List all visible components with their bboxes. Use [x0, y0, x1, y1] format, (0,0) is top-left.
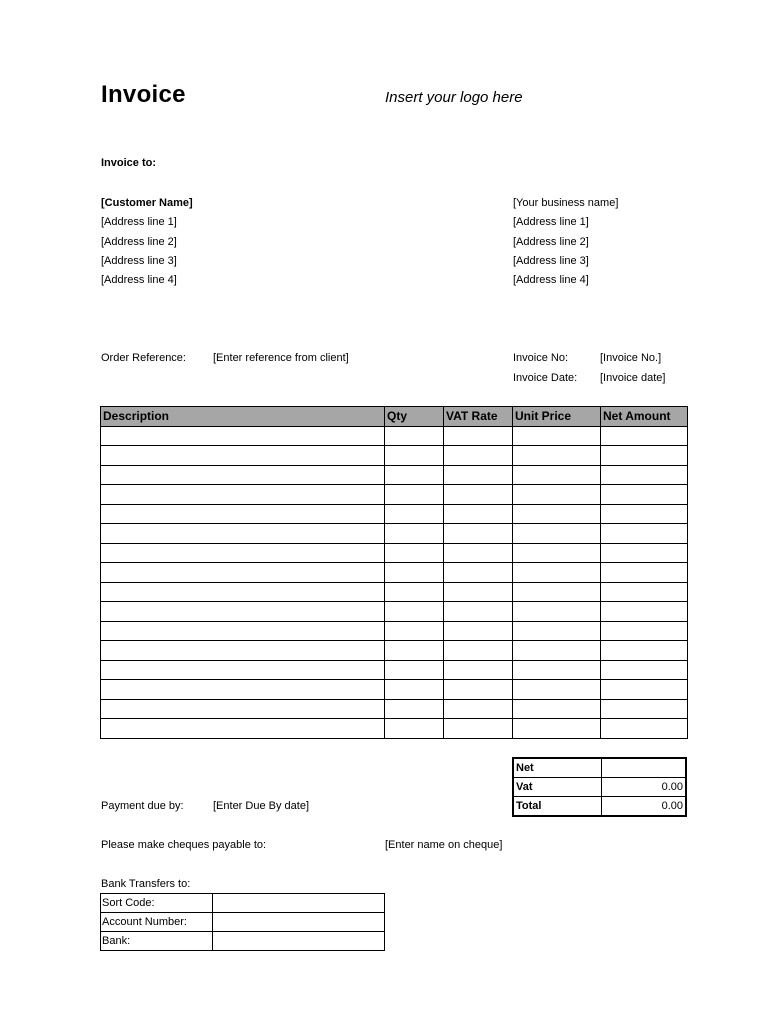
- qty-cell[interactable]: [385, 582, 444, 602]
- line-item-row: [101, 719, 688, 739]
- vat-rate-cell[interactable]: [444, 465, 513, 485]
- description-cell[interactable]: [101, 602, 385, 622]
- line-item-row: [101, 660, 688, 680]
- cheque-payable-label: Please make cheques payable to:: [101, 839, 267, 851]
- line-items-table: [100, 406, 688, 739]
- description-cell[interactable]: [101, 719, 385, 739]
- order-reference-value[interactable]: [Enter reference from client]: [213, 352, 349, 364]
- description-cell[interactable]: [101, 524, 385, 544]
- net-amount-cell[interactable]: [601, 699, 688, 719]
- net-amount-cell[interactable]: [601, 621, 688, 641]
- line-item-row: [101, 563, 688, 583]
- line-item-row: [101, 446, 688, 466]
- description-cell[interactable]: [101, 426, 385, 446]
- business-address-line-4[interactable]: [Address line 4]: [513, 274, 589, 286]
- vat-rate-cell[interactable]: [444, 621, 513, 641]
- description-cell[interactable]: [101, 504, 385, 524]
- qty-cell[interactable]: [385, 485, 444, 505]
- vat-rate-cell[interactable]: [444, 660, 513, 680]
- description-cell[interactable]: [101, 680, 385, 700]
- cheque-payable-value[interactable]: [Enter name on cheque]: [385, 839, 503, 851]
- invoice-to-label: Invoice to:: [101, 157, 157, 169]
- business-address-line-3[interactable]: [Address line 3]: [513, 255, 589, 267]
- net-amount-cell[interactable]: [601, 641, 688, 661]
- unit-price-column-header: Unit Price: [513, 407, 601, 427]
- bank-row: [101, 932, 385, 951]
- net-amount-cell[interactable]: [601, 602, 688, 622]
- description-column-header: Description: [101, 407, 385, 427]
- unit-price-cell[interactable]: [513, 426, 601, 446]
- net-amount-cell[interactable]: [601, 680, 688, 700]
- customer-address-line-4[interactable]: [Address line 4]: [101, 274, 177, 286]
- line-item-row: [101, 426, 688, 446]
- invoice-date-value[interactable]: [Invoice date]: [600, 372, 666, 384]
- vat-rate-cell[interactable]: [444, 680, 513, 700]
- business-address-line-2[interactable]: [Address line 2]: [513, 236, 589, 248]
- unit-price-cell[interactable]: [513, 465, 601, 485]
- net-amount-cell[interactable]: [601, 446, 688, 466]
- account-number-label: Account Number:: [101, 913, 213, 932]
- customer-address-line-1[interactable]: [Address line 1]: [101, 216, 177, 228]
- description-cell[interactable]: [101, 582, 385, 602]
- logo-placeholder[interactable]: Insert your logo here: [385, 89, 523, 106]
- invoice-no-value[interactable]: [Invoice No.]: [600, 352, 662, 364]
- customer-address-line-2[interactable]: [Address line 2]: [101, 236, 177, 248]
- bank-details-table: [100, 893, 385, 951]
- sort-code-row: [101, 894, 385, 913]
- unit-price-cell[interactable]: [513, 621, 601, 641]
- qty-cell[interactable]: [385, 465, 444, 485]
- qty-cell[interactable]: [385, 680, 444, 700]
- qty-cell[interactable]: [385, 426, 444, 446]
- vat-rate-cell[interactable]: [444, 699, 513, 719]
- unit-price-cell[interactable]: [513, 485, 601, 505]
- qty-cell[interactable]: [385, 524, 444, 544]
- invoice-date-label: Invoice Date:: [513, 372, 578, 384]
- bank-field[interactable]: [213, 932, 385, 951]
- unit-price-cell[interactable]: [513, 446, 601, 466]
- line-item-row: [101, 504, 688, 524]
- unit-price-cell[interactable]: [513, 699, 601, 719]
- net-label: Net: [513, 758, 602, 778]
- vat-rate-cell[interactable]: [444, 563, 513, 583]
- vat-rate-cell[interactable]: [444, 641, 513, 661]
- invoice-title: Invoice: [101, 81, 186, 108]
- payment-due-label: Payment due by:: [101, 800, 184, 812]
- totals-net-row: [513, 758, 686, 778]
- qty-cell[interactable]: [385, 719, 444, 739]
- unit-price-cell[interactable]: [513, 524, 601, 544]
- description-cell[interactable]: [101, 660, 385, 680]
- line-item-row: [101, 582, 688, 602]
- description-cell[interactable]: [101, 446, 385, 466]
- bank-label: Bank:: [101, 932, 213, 951]
- net-amount-column-header: Net Amount: [601, 407, 688, 427]
- description-cell[interactable]: [101, 699, 385, 719]
- vat-rate-cell[interactable]: [444, 582, 513, 602]
- vat-rate-cell[interactable]: [444, 485, 513, 505]
- unit-price-cell[interactable]: [513, 719, 601, 739]
- unit-price-cell[interactable]: [513, 504, 601, 524]
- line-item-row: [101, 680, 688, 700]
- qty-cell[interactable]: [385, 563, 444, 583]
- unit-price-cell[interactable]: [513, 641, 601, 661]
- vat-label: Vat: [513, 778, 602, 797]
- line-item-row: [101, 641, 688, 661]
- vat-rate-cell[interactable]: [444, 602, 513, 622]
- totals-total-row: [513, 797, 686, 817]
- description-cell[interactable]: [101, 563, 385, 583]
- net-value[interactable]: [602, 758, 687, 778]
- vat-rate-cell[interactable]: [444, 719, 513, 739]
- description-cell[interactable]: [101, 641, 385, 661]
- qty-cell[interactable]: [385, 660, 444, 680]
- payment-due-value[interactable]: [Enter Due By date]: [213, 800, 309, 812]
- line-item-row: [101, 485, 688, 505]
- net-amount-cell[interactable]: [601, 660, 688, 680]
- line-items-header-row: [101, 407, 688, 427]
- unit-price-cell[interactable]: [513, 582, 601, 602]
- qty-cell[interactable]: [385, 446, 444, 466]
- account-number-row: [101, 913, 385, 932]
- qty-column-header: Qty: [385, 407, 444, 427]
- unit-price-cell[interactable]: [513, 660, 601, 680]
- invoice-no-label: Invoice No:: [513, 352, 569, 364]
- net-amount-cell[interactable]: [601, 719, 688, 739]
- vat-rate-cell[interactable]: [444, 446, 513, 466]
- qty-cell[interactable]: [385, 641, 444, 661]
- totals-vat-row: [513, 778, 686, 797]
- net-amount-cell[interactable]: [601, 465, 688, 485]
- vat-value[interactable]: 0.00: [602, 778, 687, 797]
- account-number-field[interactable]: [213, 913, 385, 932]
- vat-rate-cell[interactable]: [444, 426, 513, 446]
- line-item-row: [101, 621, 688, 641]
- unit-price-cell[interactable]: [513, 543, 601, 563]
- vat-rate-cell[interactable]: [444, 524, 513, 544]
- business-name[interactable]: [Your business name]: [513, 197, 619, 209]
- net-amount-cell[interactable]: [601, 426, 688, 446]
- qty-cell[interactable]: [385, 602, 444, 622]
- business-address-line-1[interactable]: [Address line 1]: [513, 216, 589, 228]
- qty-cell[interactable]: [385, 504, 444, 524]
- qty-cell[interactable]: [385, 699, 444, 719]
- net-amount-cell[interactable]: [601, 524, 688, 544]
- line-item-row: [101, 524, 688, 544]
- line-item-row: [101, 465, 688, 485]
- net-amount-cell[interactable]: [601, 543, 688, 563]
- qty-cell[interactable]: [385, 621, 444, 641]
- sort-code-label: Sort Code:: [101, 894, 213, 913]
- customer-address-line-3[interactable]: [Address line 3]: [101, 255, 177, 267]
- line-item-row: [101, 543, 688, 563]
- unit-price-cell[interactable]: [513, 680, 601, 700]
- order-reference-label: Order Reference:: [101, 352, 186, 364]
- unit-price-cell[interactable]: [513, 563, 601, 583]
- description-cell[interactable]: [101, 543, 385, 563]
- total-label: Total: [513, 797, 602, 817]
- line-item-row: [101, 699, 688, 719]
- bank-transfers-label: Bank Transfers to:: [101, 878, 191, 890]
- vat-rate-cell[interactable]: [444, 504, 513, 524]
- net-amount-cell[interactable]: [601, 563, 688, 583]
- sort-code-field[interactable]: [213, 894, 385, 913]
- totals-table: [512, 757, 687, 817]
- qty-cell[interactable]: [385, 543, 444, 563]
- vat-rate-cell[interactable]: [444, 543, 513, 563]
- net-amount-cell[interactable]: [601, 485, 688, 505]
- line-item-row: [101, 602, 688, 622]
- net-amount-cell[interactable]: [601, 582, 688, 602]
- net-amount-cell[interactable]: [601, 504, 688, 524]
- description-cell[interactable]: [101, 465, 385, 485]
- description-cell[interactable]: [101, 485, 385, 505]
- customer-name[interactable]: [Customer Name]: [101, 197, 193, 209]
- unit-price-cell[interactable]: [513, 602, 601, 622]
- vat-rate-column-header: VAT Rate: [444, 407, 513, 427]
- total-value[interactable]: 0.00: [602, 797, 687, 817]
- description-cell[interactable]: [101, 621, 385, 641]
